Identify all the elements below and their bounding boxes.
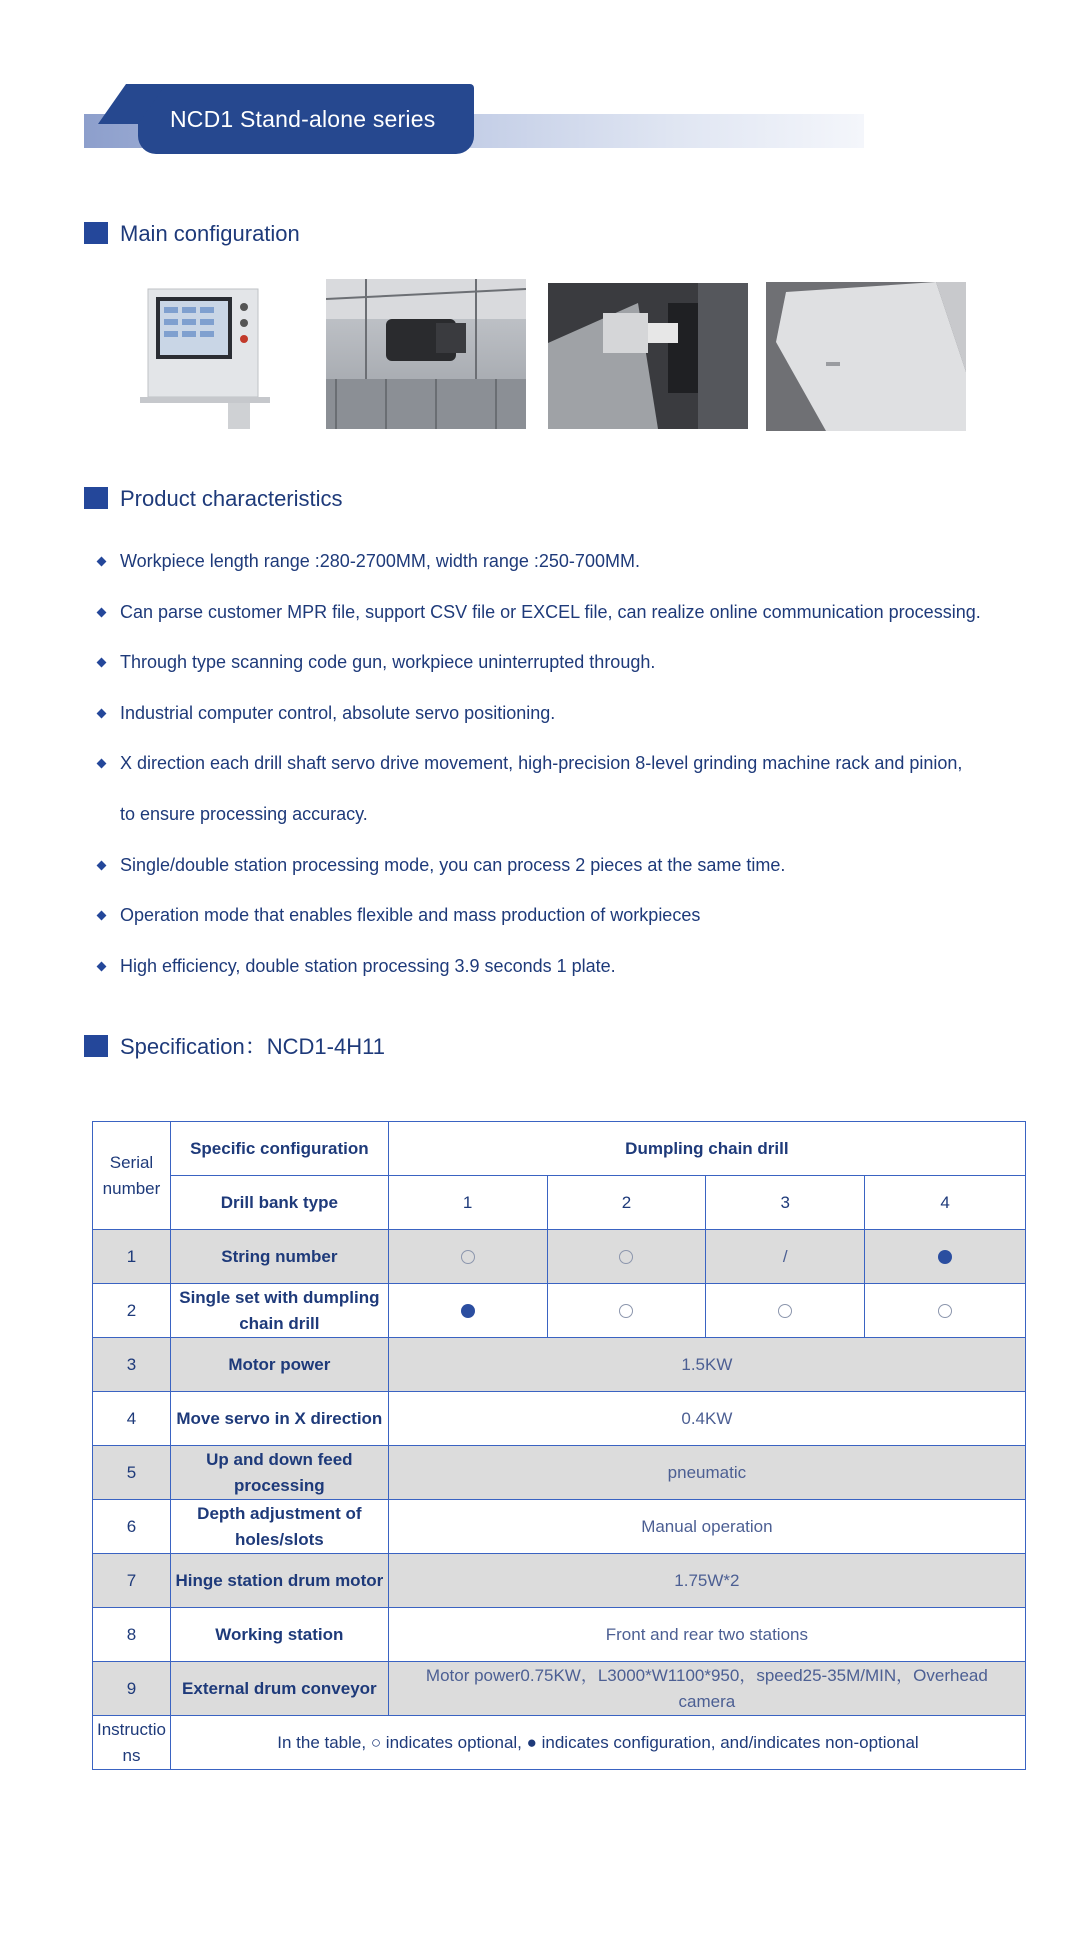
table-header-row: [93, 1122, 1026, 1176]
scanner-gun-photo: [326, 279, 526, 429]
row-label: Single set with dumpling chain drill: [170, 1284, 388, 1338]
bank-number: 1: [388, 1176, 547, 1230]
optional-cell: [547, 1284, 706, 1338]
row-value: Manual operation: [388, 1500, 1025, 1554]
row-value: Front and rear two stations: [388, 1608, 1025, 1662]
instructions-label: Instructions: [93, 1716, 171, 1770]
table-row: [93, 1608, 1026, 1662]
bank-number: 3: [706, 1176, 865, 1230]
optional-cell: [706, 1284, 865, 1338]
row-label: String number: [170, 1230, 388, 1284]
table-row: [93, 1662, 1026, 1716]
row-value: Motor power0.75KW，L3000*W1100*950，speed25-35M/MIN，Overhead camera: [388, 1662, 1025, 1716]
optional-circle-icon: [938, 1304, 952, 1318]
list-item-continuation: to ensure processing accuracy.: [120, 803, 368, 824]
row-value: 1.75W*2: [388, 1554, 1025, 1608]
row-value: 1.5KW: [388, 1338, 1025, 1392]
configured-dot-icon: [461, 1304, 475, 1318]
row-label: Up and down feed processing: [170, 1446, 388, 1500]
list-item: Single/double station processing mode, you can process 2 pieces at the same time.: [96, 840, 1036, 891]
section-square-icon: [84, 1035, 108, 1057]
control-panel-photo: [128, 279, 300, 429]
row-number: 2: [93, 1284, 171, 1338]
row-number: 3: [93, 1338, 171, 1392]
section-square-icon: [84, 222, 108, 244]
table-row: [93, 1500, 1026, 1554]
configured-cell: [388, 1284, 547, 1338]
row-number: 6: [93, 1500, 171, 1554]
dumpling-chain-drill-header: Dumpling chain drill: [388, 1122, 1025, 1176]
section-specification: [84, 1030, 385, 1061]
list-item: Through type scanning code gun, workpiece uninterrupted through.: [96, 637, 1036, 688]
row-label: Depth adjustment of holes/slots: [170, 1500, 388, 1554]
configured-dot-icon: [938, 1250, 952, 1264]
instructions-text: In the table, ○ indicates optional, ● indicates configuration, and/indicates non-optional: [170, 1716, 1025, 1770]
configured-cell: [865, 1230, 1026, 1284]
row-value: 0.4KW: [388, 1392, 1025, 1446]
row-label: External drum conveyor: [170, 1662, 388, 1716]
row-number: 4: [93, 1392, 171, 1446]
table-header-row: [93, 1176, 1026, 1230]
optional-circle-icon: [619, 1304, 633, 1318]
row-label: Move servo in X direction: [170, 1392, 388, 1446]
row-number: 1: [93, 1230, 171, 1284]
table-row: [93, 1392, 1026, 1446]
optional-cell: [865, 1284, 1026, 1338]
photo-gallery: [128, 279, 968, 431]
specification-table: [92, 1121, 1026, 1770]
section-title: Main configuration: [120, 221, 300, 246]
list-item: High efficiency, double station processing 3.9 seconds 1 plate.: [96, 941, 1036, 992]
table-row: [93, 1230, 1026, 1284]
table-row: [93, 1554, 1026, 1608]
list-item: Workpiece length range :280-2700MM, width range :250-700MM.: [96, 536, 1036, 587]
bank-number: 4: [865, 1176, 1026, 1230]
list-item: X direction each drill shaft servo drive movement, high-precision 8-level grinding machine rack and pinion,: [96, 738, 1036, 789]
serial-number-header: Serial number: [93, 1122, 171, 1230]
list-item: Operation mode that enables flexible and mass production of workpieces: [96, 890, 1036, 941]
optional-circle-icon: [461, 1250, 475, 1264]
instructions-row: [93, 1716, 1026, 1770]
drill-head-photo: [548, 283, 748, 429]
row-number: 7: [93, 1554, 171, 1608]
table-row: [93, 1284, 1026, 1338]
row-label: Working station: [170, 1608, 388, 1662]
section-main-configuration: [84, 221, 300, 247]
section-product-characteristics: [84, 486, 343, 512]
row-number: 5: [93, 1446, 171, 1500]
row-number: 8: [93, 1608, 171, 1662]
row-label: Motor power: [170, 1338, 388, 1392]
row-number: 9: [93, 1662, 171, 1716]
optional-cell: [547, 1230, 706, 1284]
section-title: Product characteristics: [120, 486, 343, 511]
specific-configuration-header: Specific configuration: [170, 1122, 388, 1176]
characteristics-list: [96, 536, 1036, 991]
bank-number: 2: [547, 1176, 706, 1230]
optional-circle-icon: [778, 1304, 792, 1318]
optional-cell: [388, 1230, 547, 1284]
banner-title: NCD1 Stand-alone series: [170, 106, 436, 132]
section-title: Specification：NCD1-4H11: [120, 1034, 385, 1059]
section-square-icon: [84, 487, 108, 509]
table-row: [93, 1446, 1026, 1500]
series-banner: [84, 84, 864, 150]
list-item: Can parse customer MPR file, support CSV file or EXCEL file, can realize online communication processing.: [96, 587, 1036, 638]
workpiece-plate-photo: [766, 282, 966, 431]
non-optional-cell: /: [706, 1230, 865, 1284]
optional-circle-icon: [619, 1250, 633, 1264]
row-label: Hinge station drum motor: [170, 1554, 388, 1608]
table-row: [93, 1338, 1026, 1392]
row-value: pneumatic: [388, 1446, 1025, 1500]
drill-bank-type-header: Drill bank type: [170, 1176, 388, 1230]
list-item: Industrial computer control, absolute servo positioning.: [96, 688, 1036, 739]
